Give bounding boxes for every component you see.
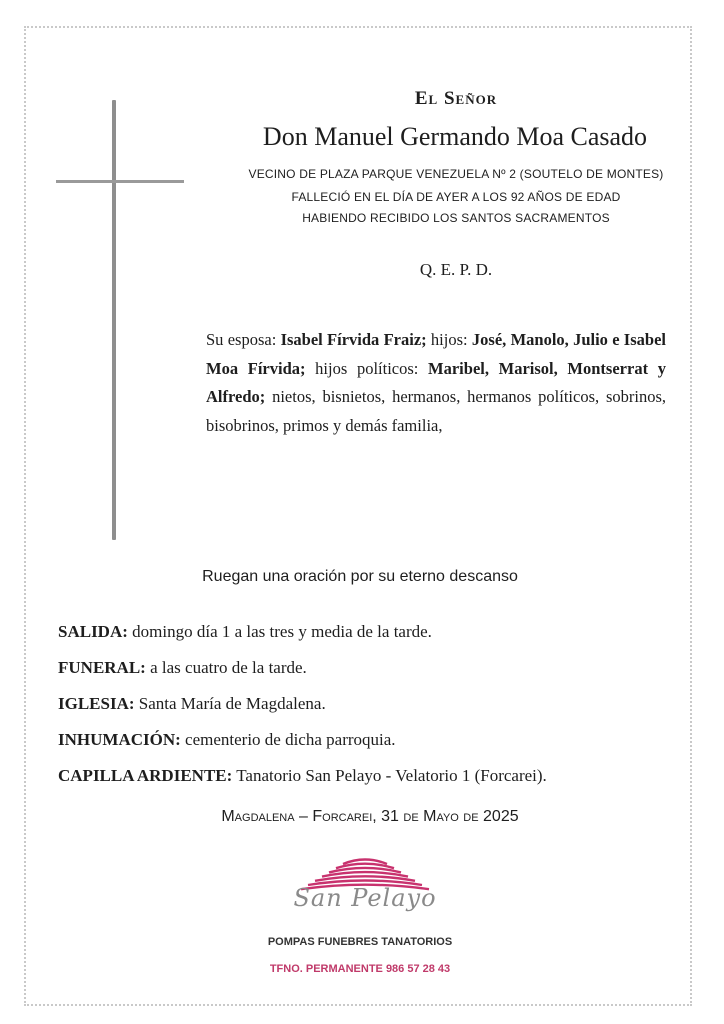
logo-text: San Pelayo: [293, 884, 437, 912]
death-line: FALLECIÓ EN EL DÍA DE AYER A LOS 92 AÑOS DE EDAD: [291, 190, 621, 204]
detail-iglesia: [58, 692, 547, 728]
detail-value: Tanatorio San Pelayo - Velatorio 1 (Forcarei).: [232, 766, 547, 785]
detail-value: a las cuatro de la tarde.: [145, 658, 307, 677]
detail-label: FUNERAL:: [58, 658, 146, 677]
qepd: Q. E. P. D.: [419, 260, 493, 279]
company-name: POMPAS FUNEBRES TANATORIOS: [267, 936, 453, 948]
family-text-1: Su esposa:: [206, 330, 281, 349]
family-text-4: nietos, bisnietos, hermanos, hermanos políticos, sobrinos, bisobrinos, primos y demás familia,: [206, 387, 666, 435]
detail-label: IGLESIA:: [58, 694, 135, 713]
family-children: José, Manolo, Julio e Isabel Moa Fírvida;: [206, 330, 666, 378]
place-date: Magdalena – Forcarei, 31 de Mayo de 2025: [221, 808, 519, 825]
detail-value: domingo día 1 a las tres y media de la tarde.: [127, 622, 432, 641]
detail-funeral: [58, 656, 547, 692]
family-text-2: hijos:: [426, 330, 472, 349]
detail-salida: [58, 620, 547, 656]
detail-label: CAPILLA ARDIENTE:: [58, 766, 233, 785]
family-in-laws: Maribel, Marisol, Montserrat y Alfredo;: [206, 358, 666, 407]
cross-horizontal-bar: [56, 180, 184, 183]
deceased-name: Don Manuel Germando Moa Casado: [262, 122, 648, 151]
residence-line: VECINO DE PLAZA PARQUE VENEZUELA Nº 2 (SOUTELO DE MONTES): [248, 167, 664, 181]
family-spouse: Isabel Fírvida Fraiz;: [280, 330, 427, 349]
company-phone: TFNO. PERMANENTE 986 57 28 43: [269, 963, 451, 975]
detail-capilla: [58, 764, 547, 800]
salutation: El Señor: [414, 88, 498, 109]
detail-label: SALIDA:: [58, 622, 128, 641]
detail-value: cementerio de dicha parroquia.: [180, 730, 396, 749]
prayer-line: Ruegan una oración por su eterno descanso: [202, 568, 518, 585]
detail-inhumacion: [58, 728, 547, 764]
detail-value: Santa María de Magdalena.: [134, 694, 326, 713]
ceremony-details: [58, 620, 547, 800]
cross-vertical-bar: [112, 100, 116, 540]
detail-label: INHUMACIÓN:: [58, 730, 181, 749]
san-pelayo-logo: [290, 852, 440, 924]
sacraments-line: HABIENDO RECIBIDO LOS SANTOS SACRAMENTOS: [302, 211, 610, 225]
family-paragraph: [206, 326, 666, 440]
family-text-3: hijos políticos:: [305, 358, 429, 378]
